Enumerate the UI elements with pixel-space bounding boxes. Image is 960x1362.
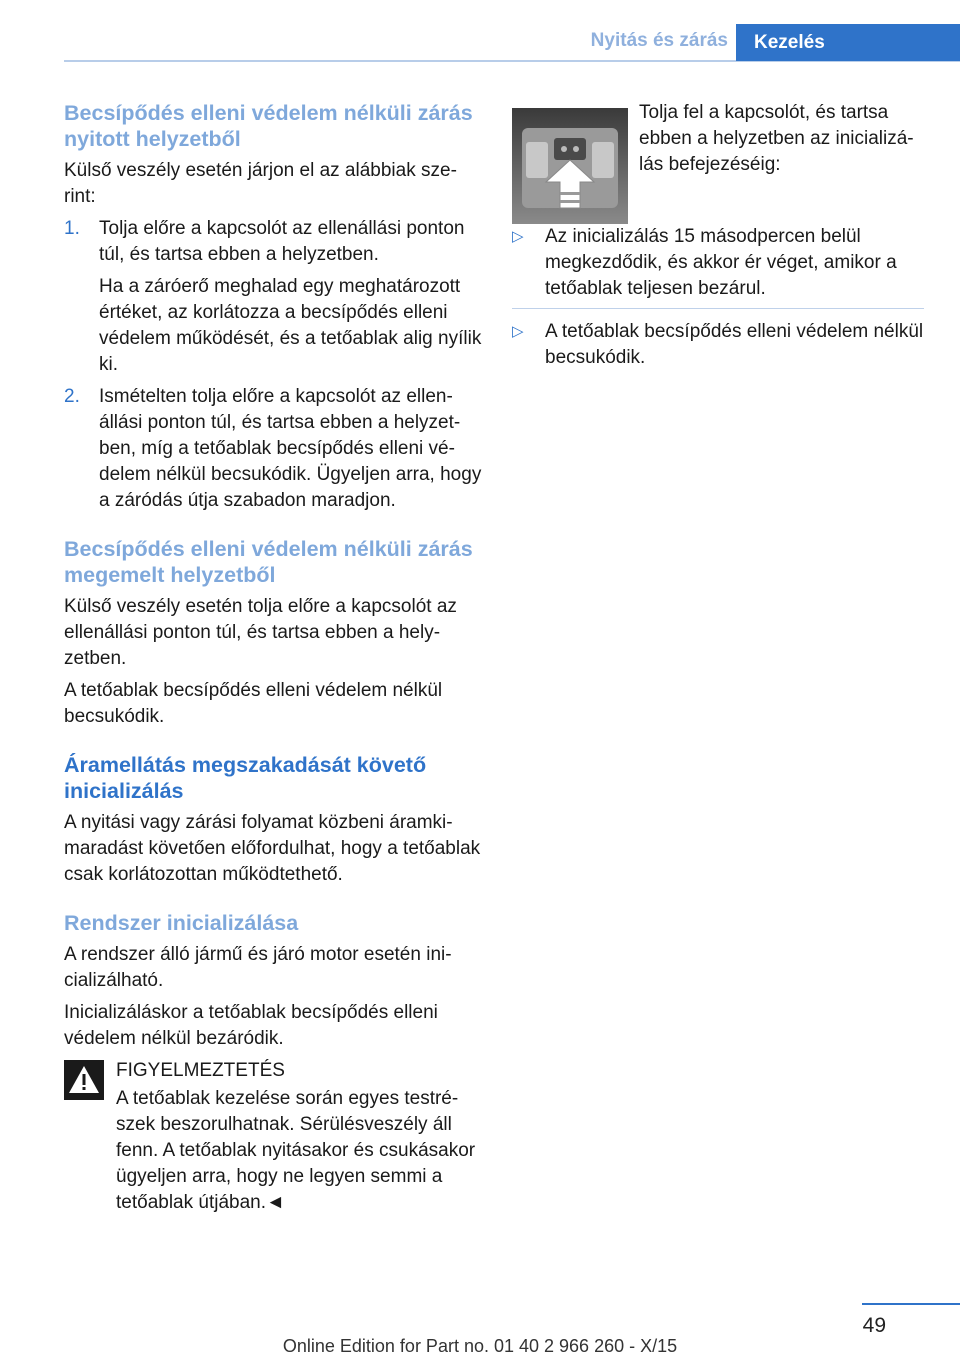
step-number: 1. xyxy=(64,218,80,239)
left-column xyxy=(64,100,482,1238)
section-system-init xyxy=(64,910,482,1216)
footer-edition: Online Edition for Part no. 01 40 2 966 260 - X/15 xyxy=(282,1336,678,1356)
paragraph: A tetőablak becsípődés elleni védelem nélkül becsukódik. xyxy=(64,680,443,727)
paragraph: A nyitási vagy zárási folyamat közbeni áramkimaradást követően előfordulhat, hogy a tetőablak csak korlátozottan működtethető. xyxy=(64,812,481,885)
section-closing-open xyxy=(64,100,482,514)
section-heading: Becsípődés elleni védelem nélküli zárás nyitott helyzetből xyxy=(64,101,473,151)
divider xyxy=(512,308,924,309)
list-item-text: A tetőablak becsípődés elleni védelem nélkül becsukódik. xyxy=(545,321,924,368)
paragraph: Inicializáláskor a tetőablak becsípődés elleni védelem nélkül bezáródik. xyxy=(64,1002,438,1049)
section-heading: Áramellátás megszakadását követő inicializálás xyxy=(64,753,427,803)
right-column xyxy=(512,100,924,377)
warning-body: A tetőablak kezelése során egyes testrészek beszorulhatnak. Sérülésveszély áll fenn. A tetőablak nyitásakor és csukásakor ügyeljen arra, hogy ne legyen semmi a tetőablak útjában.◄ xyxy=(116,1088,476,1213)
roof-switch-photo xyxy=(512,108,628,224)
bullet-list xyxy=(512,319,924,371)
section-heading: Becsípődés elleni védelem nélküli zárás megemelt helyzetből xyxy=(64,537,473,587)
page-number: 49 xyxy=(862,1314,886,1337)
triangle-bullet-icon: ▷ xyxy=(512,323,524,340)
step-number: 2. xyxy=(64,386,80,407)
list-item xyxy=(512,224,924,302)
warning-block xyxy=(64,1058,482,1216)
step-list xyxy=(64,216,482,514)
step-item xyxy=(64,216,482,378)
triangle-bullet-icon: ▷ xyxy=(512,228,524,245)
warning-title: FIGYELMEZTETÉS xyxy=(116,1060,285,1081)
list-item-text: Az inicializálás 15 másodpercen belül megkezdődik, és akkor ér véget, amikor a tetőablak teljesen bezárul. xyxy=(545,226,897,299)
step-text: Tolja előre a kapcsolót az ellenállási ponton túl, és tartsa ebben a helyzetben. xyxy=(99,218,465,265)
step-text: Ismételten tolja előre a kapcsolót az ellenállási ponton túl, és tartsa ebben a helyzetben, míg a tetőablak becsípődés elleni védelem nélkül becsukódik. Ügyeljen arra, hogy a záródás útja szabadon maradjon. xyxy=(99,386,482,511)
step-note: Ha a záróerő meghalad egy meghatározott értéket, az korlátozza a becsípődés elleni védelem működését, és a tetőablak alig nyílik ki. xyxy=(99,276,482,375)
paragraph: Külső veszély esetén tolja előre a kapcsolót az ellenállási ponton túl, és tartsa ebben a helyzetben. xyxy=(64,596,457,669)
header-section-title: Nyitás és zárás xyxy=(590,30,728,51)
sub-bullet-list xyxy=(512,224,924,302)
step-item xyxy=(64,384,482,514)
section-intro: Külső veszély esetén járjon el az alábbiak szerint: xyxy=(64,160,457,207)
header-chapter-tab: Kezelés xyxy=(736,24,960,61)
paragraph: A rendszer álló jármű és járó motor esetén inicializálható. xyxy=(64,944,452,991)
init-instruction: Tolja fel a kapcsolót, és tartsa ebben a helyzetben az inicializálás befejezéséig: xyxy=(639,102,914,175)
warning-triangle-icon xyxy=(64,1060,104,1100)
list-item xyxy=(512,319,924,371)
footer-rule xyxy=(862,1303,960,1305)
section-power-interruption xyxy=(64,752,482,888)
section-heading: Rendszer inicializálása xyxy=(64,911,299,935)
section-closing-raised xyxy=(64,536,482,730)
init-photo-row xyxy=(512,100,924,224)
